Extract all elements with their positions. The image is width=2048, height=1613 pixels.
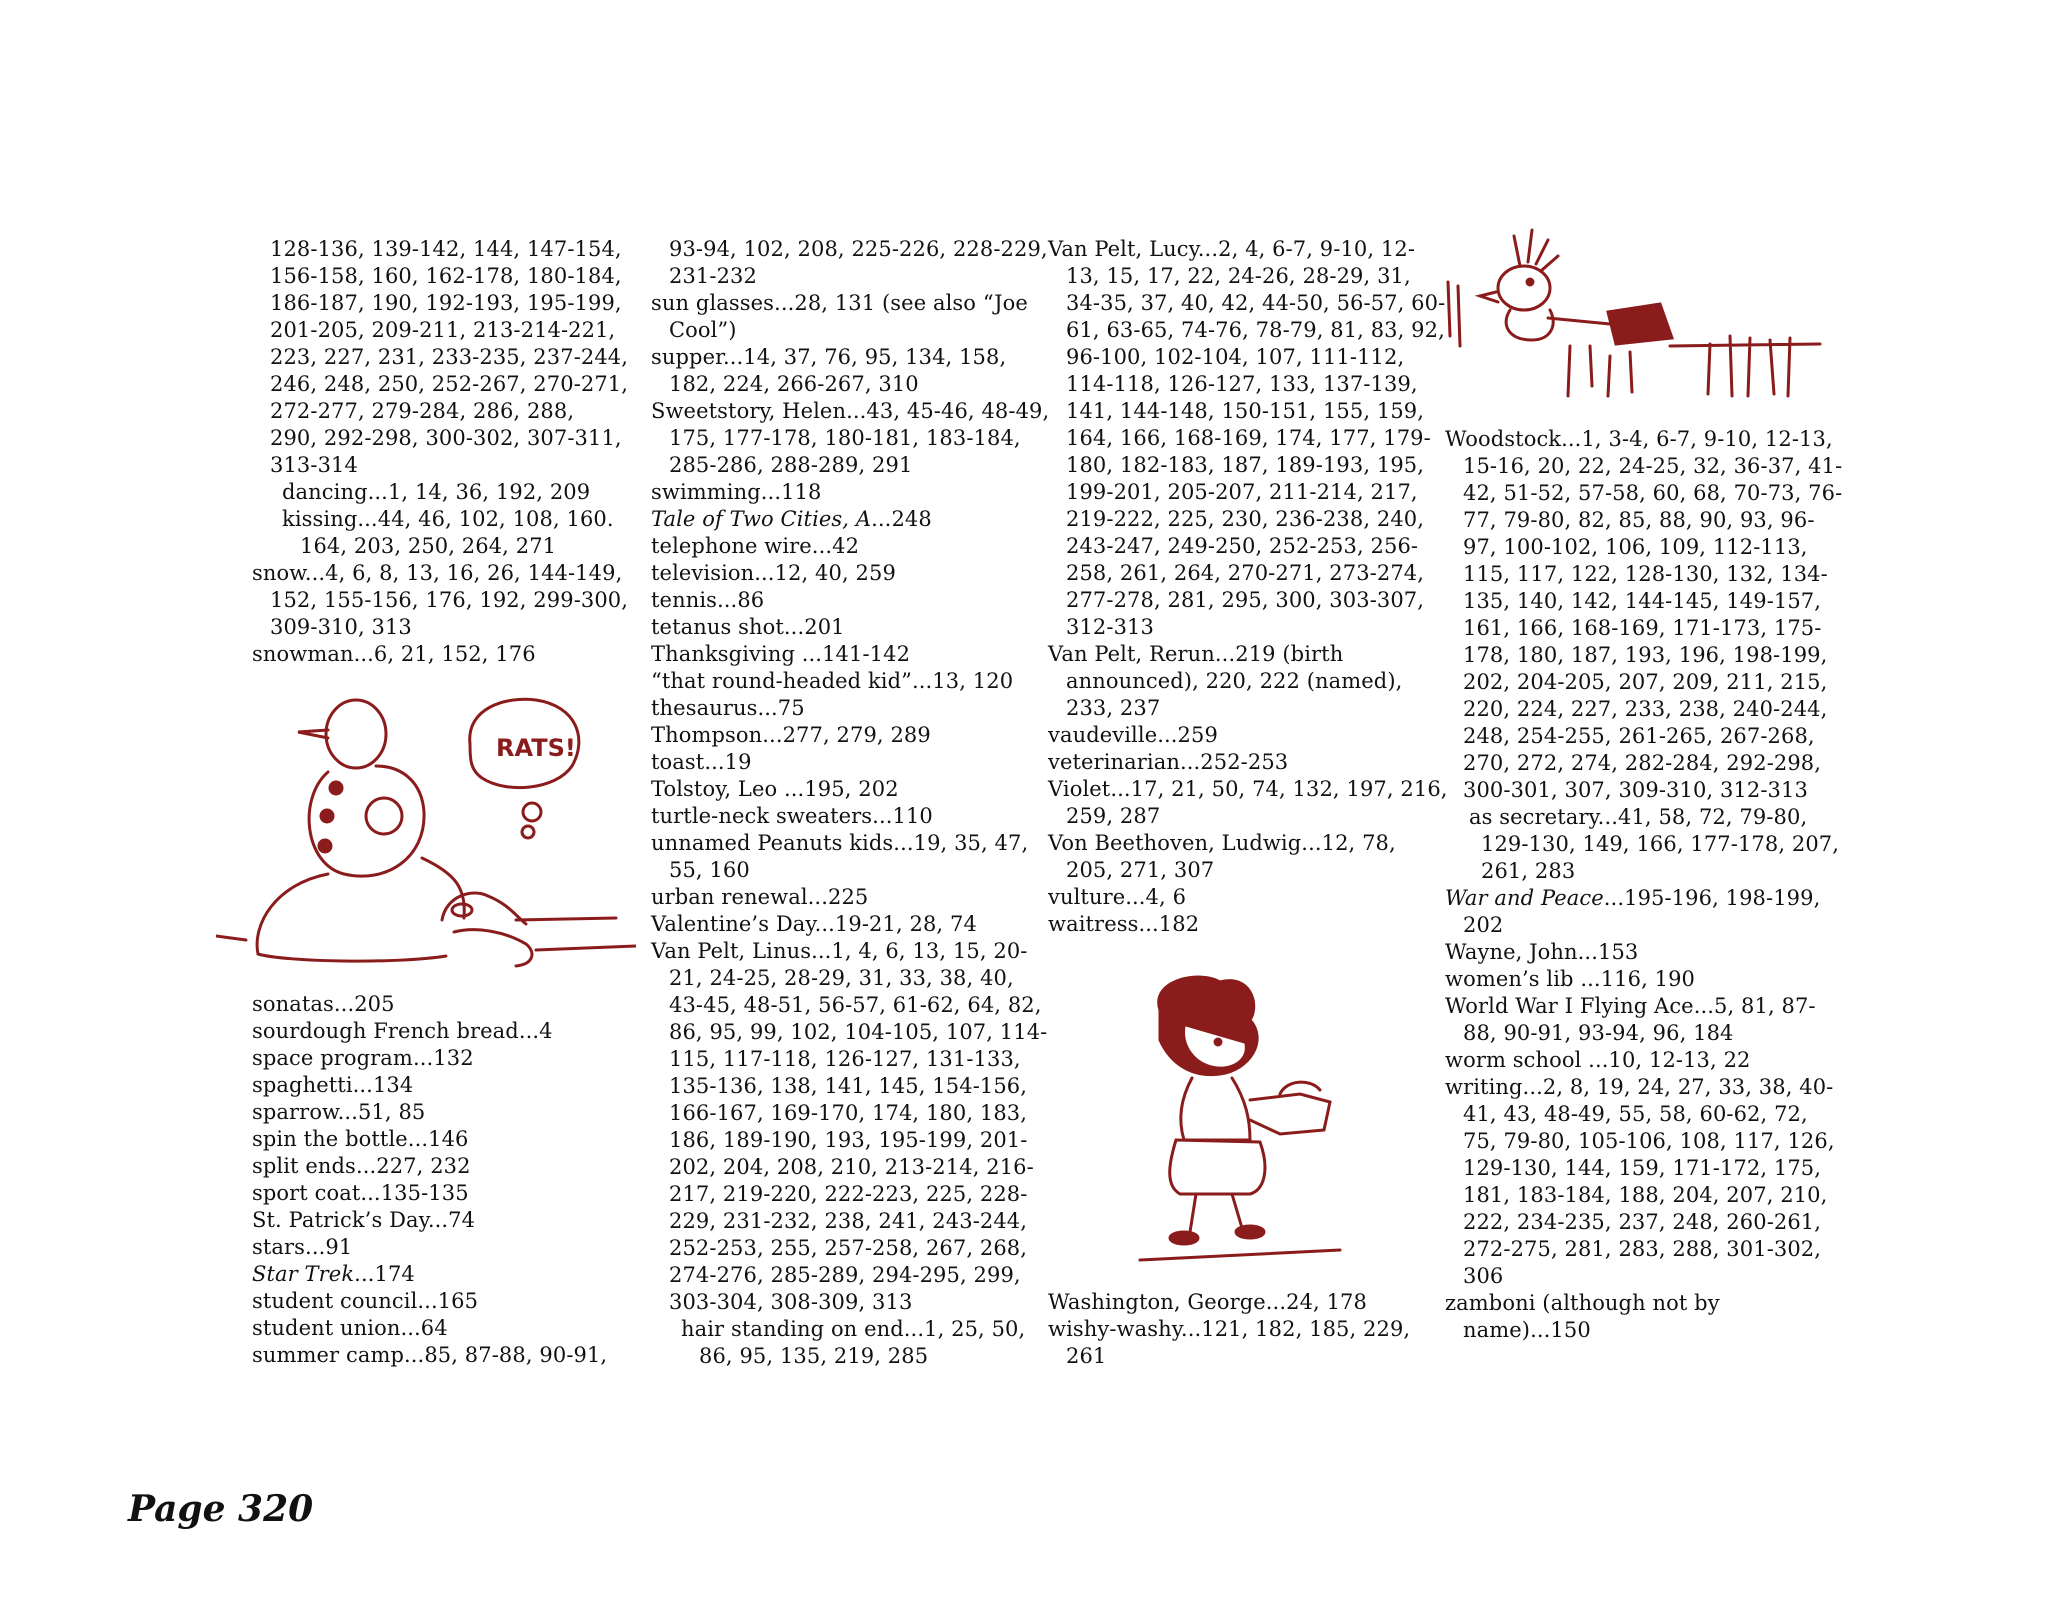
index-entry: snow...4, 6, 8, 13, 16, 26, 144-149, 152, 155-156, 176, 192, 299-300, 309-310, 313 — [252, 561, 629, 639]
index-entry: Woodstock...1, 3-4, 6-7, 9-10, 12-13, 15-16, 20, 22, 24-25, 32, 36-37, 41-42, 51-52, 57-58, 60, 68, 70-73, 76-77, 79-80, 82, 85, 88, 90, 93, 96-97, 100-102, 106, 109, 112-113, 115, 117, 122, 128-130, 132, 134-135, 140, 142, 144-145, 149-157, 161, 166, 168-169, 171-173, 175-178, 180, 187, 193, 196, 198-199, 202, 204-205, 207, 209, 211, 215, 220, 224, 227, 233, 238, 240-244, 248, 254-255, 261-265, 267-268, 270, 272, 274, 282-284, 292-298, 300-301, 307, 309-310, 312-313 — [1445, 427, 1843, 802]
index-entry: 223, 227, 231, 233-235, 237-244, — [270, 345, 629, 369]
index-entry: 272-277, 279-284, 286, 288, — [270, 399, 575, 423]
index-entry: Valentine’s Day...19-21, 28, 74 — [651, 912, 977, 936]
index-entry: turtle-neck sweaters...110 — [651, 804, 933, 828]
index-title: War and Peace — [1445, 886, 1604, 910]
index-entry: vulture...4, 6 — [1048, 885, 1187, 909]
page-number: Page 320 — [128, 1488, 314, 1530]
index-entry: Tolstoy, Leo ...195, 202 — [651, 777, 899, 801]
index-entry: 128-136, 139-142, 144, 147-154, — [270, 237, 622, 261]
index-entry — [252, 1261, 652, 1288]
index-entry: space program...132 — [252, 1046, 474, 1070]
index-entry: sonatas...205 — [252, 992, 395, 1016]
index-entry: toast...19 — [651, 750, 752, 774]
index-entry: Wayne, John...153 — [1445, 940, 1639, 964]
index-entry: 201-205, 209-211, 213-214-221, — [270, 318, 616, 342]
index-entry: 290, 292-298, 300-302, 307-311, — [270, 426, 622, 450]
index-entry: Van Pelt, Rerun...219 (birth announced), 220, 222 (named), 233, 237 — [1048, 642, 1403, 720]
index-entry: snowman...6, 21, 152, 176 — [252, 642, 536, 666]
index-entry: waitress...182 — [1048, 912, 1200, 936]
index-entry: unnamed Peanuts kids...19, 35, 47, 55, 160 — [651, 831, 1029, 882]
index-entry: television...12, 40, 259 — [651, 561, 896, 585]
index-entry: 313-314 — [270, 453, 358, 477]
index-entry: spaghetti...134 — [252, 1073, 414, 1097]
index-entry: 186-187, 190, 192-193, 195-199, — [270, 291, 622, 315]
index-entry: supper...14, 37, 76, 95, 134, 158, 182, 224, 266-267, 310 — [651, 345, 1007, 396]
index-entry: wishy-washy...121, 182, 185, 229, 261 — [1048, 1317, 1411, 1368]
index-entry: women’s lib ...116, 190 — [1445, 967, 1696, 991]
index-pages: ...174 — [354, 1262, 415, 1286]
index-entry: “that round-headed kid”...13, 120 — [651, 669, 1014, 693]
index-entry: urban renewal...225 — [651, 885, 869, 909]
index-entry: 246, 248, 250, 252-267, 270-271, — [270, 372, 629, 396]
index-entry: Von Beethoven, Ludwig...12, 78, 205, 271, 307 — [1048, 831, 1396, 882]
index-entry: World War I Flying Ace...5, 81, 87-88, 90-91, 93-94, 96, 184 — [1445, 994, 1816, 1045]
index-column-1-lower — [252, 991, 652, 1369]
index-pages: ...195-196, 198-199, 202 — [1463, 886, 1821, 937]
index-entry: veterinarian...252-253 — [1048, 750, 1289, 774]
index-entry: vaudeville...259 — [1048, 723, 1218, 747]
index-entry: thesaurus...75 — [651, 696, 805, 720]
index-entry: Thompson...277, 279, 289 — [651, 723, 931, 747]
index-title: Tale of Two Cities, A — [651, 507, 872, 531]
rats-text: RATS! — [496, 734, 576, 762]
index-column-1 — [252, 236, 652, 668]
index-entry: split ends...227, 232 — [252, 1154, 471, 1178]
index-entry: swimming...118 — [651, 480, 822, 504]
index-subentry: as secretary...41, 58, 72, 79-80, 129-130, 149, 166, 177-178, 207, 261, 283 — [1469, 805, 1840, 883]
index-entry: sport coat...135-135 — [252, 1181, 469, 1205]
index-entry: Violet...17, 21, 50, 74, 132, 197, 216, 259, 287 — [1048, 777, 1448, 828]
index-column-3 — [1048, 236, 1448, 938]
index-entry: Van Pelt, Lucy...2, 4, 6-7, 9-10, 12-13, 15, 17, 22, 24-26, 28-29, 31, 34-35, 37, 40, 42, 44-50, 56-57, 60-61, 63-65, 74-76, 78-79, 81, 83, 92, 96-100, 102-104, 107, 111-112, 114-118, 126-127, 133, 137-139, 141, 144-148, 150-151, 155, 159, 164, 166, 168-169, 174, 177, 179-180, 182-183, 187, 189-193, 195, 199-201, 205-207, 211-214, 217, 219-222, 225, 230, 236-238, 240, 243-247, 249-250, 252-253, 256-258, 261, 264, 270-271, 273-274, 277-278, 281, 295, 300, 303-307, 312-313 — [1048, 237, 1446, 639]
index-entry: Sweetstory, Helen...43, 45-46, 48-49, 175, 177-178, 180-181, 183-184, 285-286, 288-289, 291 — [651, 399, 1050, 477]
index-entry: student council...165 — [252, 1289, 479, 1313]
index-column-3-lower — [1048, 1289, 1448, 1370]
snowman-snoopy-icon — [216, 688, 636, 978]
index-entry: zamboni (although not by name)...150 — [1445, 1291, 1720, 1342]
index-entry: telephone wire...42 — [651, 534, 860, 558]
index-entry: tetanus shot...201 — [651, 615, 845, 639]
index-pages: ...248 — [871, 507, 932, 531]
index-entry: tennis...86 — [651, 588, 765, 612]
index-entry: summer camp...85, 87-88, 90-91, — [252, 1343, 608, 1367]
index-entry: Washington, George...24, 178 — [1048, 1290, 1367, 1314]
index-entry: sun glasses...28, 131 (see also “Joe Cool”) — [651, 291, 1028, 342]
index-entry: Thanksgiving ...141-142 — [651, 642, 911, 666]
index-entry: sourdough French bread...4 — [252, 1019, 553, 1043]
index-subentry: hair standing on end...1, 25, 50, 86, 95, 135, 219, 285 — [681, 1317, 1026, 1368]
index-entry: 156-158, 160, 162-178, 180-184, — [270, 264, 622, 288]
index-subentry: dancing...1, 14, 36, 192, 209 — [282, 480, 591, 504]
lucy-with-cake-icon — [1100, 970, 1380, 1270]
index-entry: writing...2, 8, 19, 24, 27, 33, 38, 40-41, 43, 48-49, 55, 58, 60-62, 72, 75, 79-80, 105-106, 108, 117, 126, 129-130, 144, 159, 171-172, 175, 181, 183-184, 188, 204, 207, 210, 222, 234-235, 237, 248, 260-261, 272-275, 281, 283, 288, 301-302, 306 — [1445, 1075, 1835, 1288]
index-entry: worm school ...10, 12-13, 22 — [1445, 1048, 1751, 1072]
index-entry — [1445, 885, 1845, 939]
index-subentry: kissing...44, 46, 102, 108, 160. 164, 203, 250, 264, 271 — [282, 507, 614, 558]
index-column-2 — [651, 236, 1051, 1370]
index-entry: spin the bottle...146 — [252, 1127, 469, 1151]
index-entry: sparrow...51, 85 — [252, 1100, 426, 1124]
index-column-4 — [1445, 426, 1845, 1344]
index-entry: St. Patrick’s Day...74 — [252, 1208, 476, 1232]
index-entry: 93-94, 102, 208, 225-226, 228-229, 231-232 — [669, 237, 1048, 288]
index-entry: Van Pelt, Linus...1, 4, 6, 13, 15, 20-21, 24-25, 28-29, 31, 33, 38, 40, 43-45, 48-51, 56-57, 61-62, 64, 82, 86, 95, 99, 102, 104-105, 107, 114-115, 117-118, 126-127, 131-133, 135-136, 138, 141, 145, 154-156, 166-167, 169-170, 174, 180, 183, 186, 189-190, 193, 195-199, 201-202, 204, 208, 210, 213-214, 216-217, 219-220, 222-223, 225, 228-229, 231-232, 238, 241, 243-244, 252-253, 255, 257-258, 267, 268, 274-276, 285-289, 294-295, 299, 303-304, 308-309, 313 — [651, 939, 1048, 1314]
thought-bubble — [470, 699, 579, 838]
index-entry: stars...91 — [252, 1235, 353, 1259]
woodstock-shoveling-icon — [1440, 226, 1840, 406]
index-entry — [651, 506, 1051, 533]
index-entry: student union...64 — [252, 1316, 448, 1340]
index-title: Star Trek — [252, 1262, 355, 1286]
